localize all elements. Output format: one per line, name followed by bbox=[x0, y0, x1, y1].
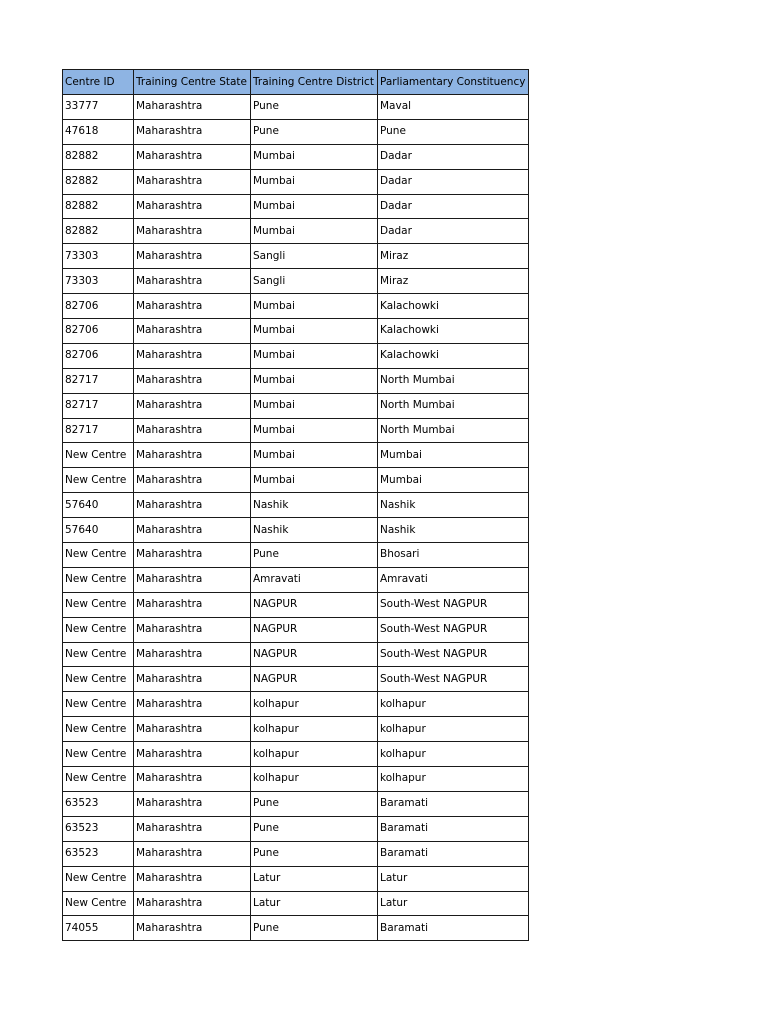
cell-constituency: Latur bbox=[378, 891, 529, 916]
cell-constituency: Latur bbox=[378, 866, 529, 891]
cell-state: Maharashtra bbox=[134, 916, 251, 941]
cell-centre-id: 82882 bbox=[63, 194, 134, 219]
cell-centre-id: 82882 bbox=[63, 169, 134, 194]
cell-state: Maharashtra bbox=[134, 667, 251, 692]
cell-district: Mumbai bbox=[251, 343, 378, 368]
cell-centre-id: New Centre bbox=[63, 567, 134, 592]
cell-centre-id: New Centre bbox=[63, 642, 134, 667]
cell-centre-id: 82882 bbox=[63, 219, 134, 244]
table-row bbox=[63, 717, 529, 742]
cell-district: Sangli bbox=[251, 269, 378, 294]
cell-centre-id: New Centre bbox=[63, 742, 134, 767]
header-row bbox=[63, 70, 529, 95]
training-centre-table bbox=[62, 69, 529, 941]
cell-constituency: kolhapur bbox=[378, 767, 529, 792]
cell-state: Maharashtra bbox=[134, 269, 251, 294]
cell-centre-id: New Centre bbox=[63, 543, 134, 568]
table-row bbox=[63, 443, 529, 468]
table-row bbox=[63, 169, 529, 194]
table-row bbox=[63, 642, 529, 667]
table-row bbox=[63, 418, 529, 443]
cell-centre-id: New Centre bbox=[63, 443, 134, 468]
table-row bbox=[63, 95, 529, 120]
cell-state: Maharashtra bbox=[134, 493, 251, 518]
cell-district: Mumbai bbox=[251, 194, 378, 219]
table-row bbox=[63, 816, 529, 841]
table-row bbox=[63, 667, 529, 692]
cell-district: Pune bbox=[251, 841, 378, 866]
cell-constituency: North Mumbai bbox=[378, 393, 529, 418]
table-row bbox=[63, 617, 529, 642]
cell-constituency: North Mumbai bbox=[378, 368, 529, 393]
cell-constituency: Nashik bbox=[378, 518, 529, 543]
cell-state: Maharashtra bbox=[134, 393, 251, 418]
cell-constituency: Baramati bbox=[378, 816, 529, 841]
cell-district: Mumbai bbox=[251, 144, 378, 169]
cell-district: Mumbai bbox=[251, 319, 378, 344]
table-row bbox=[63, 393, 529, 418]
cell-centre-id: 63523 bbox=[63, 841, 134, 866]
cell-centre-id: New Centre bbox=[63, 717, 134, 742]
table-header bbox=[63, 70, 529, 95]
cell-constituency: Amravati bbox=[378, 567, 529, 592]
cell-state: Maharashtra bbox=[134, 543, 251, 568]
cell-district: kolhapur bbox=[251, 767, 378, 792]
cell-district: kolhapur bbox=[251, 692, 378, 717]
table-row bbox=[63, 294, 529, 319]
cell-district: NAGPUR bbox=[251, 667, 378, 692]
cell-constituency: Pune bbox=[378, 119, 529, 144]
cell-state: Maharashtra bbox=[134, 244, 251, 269]
table-row bbox=[63, 368, 529, 393]
cell-constituency: Dadar bbox=[378, 219, 529, 244]
cell-constituency: Kalachowki bbox=[378, 319, 529, 344]
cell-centre-id: 73303 bbox=[63, 244, 134, 269]
table-row bbox=[63, 269, 529, 294]
cell-state: Maharashtra bbox=[134, 866, 251, 891]
cell-centre-id: 74055 bbox=[63, 916, 134, 941]
table-row bbox=[63, 144, 529, 169]
cell-district: Pune bbox=[251, 916, 378, 941]
cell-centre-id: 82706 bbox=[63, 319, 134, 344]
table-row bbox=[63, 767, 529, 792]
cell-state: Maharashtra bbox=[134, 816, 251, 841]
cell-centre-id: 63523 bbox=[63, 816, 134, 841]
cell-centre-id: 57640 bbox=[63, 493, 134, 518]
cell-constituency: kolhapur bbox=[378, 717, 529, 742]
cell-district: Pune bbox=[251, 119, 378, 144]
header-training-centre-district: Training Centre District bbox=[251, 70, 378, 95]
cell-state: Maharashtra bbox=[134, 642, 251, 667]
cell-constituency: South-West NAGPUR bbox=[378, 642, 529, 667]
cell-state: Maharashtra bbox=[134, 692, 251, 717]
table-row bbox=[63, 592, 529, 617]
cell-state: Maharashtra bbox=[134, 194, 251, 219]
table-row bbox=[63, 543, 529, 568]
cell-district: Nashik bbox=[251, 518, 378, 543]
table-row bbox=[63, 493, 529, 518]
table-row bbox=[63, 567, 529, 592]
table-row bbox=[63, 518, 529, 543]
cell-constituency: Kalachowki bbox=[378, 343, 529, 368]
cell-centre-id: 73303 bbox=[63, 269, 134, 294]
cell-state: Maharashtra bbox=[134, 294, 251, 319]
cell-state: Maharashtra bbox=[134, 95, 251, 120]
header-centre-id: Centre ID bbox=[63, 70, 134, 95]
cell-centre-id: 82717 bbox=[63, 368, 134, 393]
header-training-centre-state: Training Centre State bbox=[134, 70, 251, 95]
cell-constituency: Mumbai bbox=[378, 443, 529, 468]
cell-constituency: Maval bbox=[378, 95, 529, 120]
cell-district: Amravati bbox=[251, 567, 378, 592]
cell-state: Maharashtra bbox=[134, 169, 251, 194]
cell-state: Maharashtra bbox=[134, 767, 251, 792]
cell-state: Maharashtra bbox=[134, 443, 251, 468]
cell-constituency: Miraz bbox=[378, 269, 529, 294]
cell-centre-id: 82717 bbox=[63, 393, 134, 418]
cell-constituency: kolhapur bbox=[378, 692, 529, 717]
cell-constituency: Bhosari bbox=[378, 543, 529, 568]
table-row bbox=[63, 219, 529, 244]
cell-district: Pune bbox=[251, 791, 378, 816]
cell-state: Maharashtra bbox=[134, 567, 251, 592]
cell-state: Maharashtra bbox=[134, 144, 251, 169]
cell-centre-id: 82706 bbox=[63, 343, 134, 368]
cell-state: Maharashtra bbox=[134, 219, 251, 244]
table-row bbox=[63, 866, 529, 891]
cell-state: Maharashtra bbox=[134, 742, 251, 767]
cell-state: Maharashtra bbox=[134, 343, 251, 368]
cell-district: Sangli bbox=[251, 244, 378, 269]
cell-centre-id: 57640 bbox=[63, 518, 134, 543]
table-row bbox=[63, 244, 529, 269]
table-row bbox=[63, 891, 529, 916]
cell-constituency: North Mumbai bbox=[378, 418, 529, 443]
cell-district: Mumbai bbox=[251, 393, 378, 418]
cell-centre-id: 82717 bbox=[63, 418, 134, 443]
cell-state: Maharashtra bbox=[134, 368, 251, 393]
cell-state: Maharashtra bbox=[134, 418, 251, 443]
cell-state: Maharashtra bbox=[134, 841, 251, 866]
cell-state: Maharashtra bbox=[134, 319, 251, 344]
cell-centre-id: New Centre bbox=[63, 692, 134, 717]
cell-centre-id: 82706 bbox=[63, 294, 134, 319]
cell-district: Mumbai bbox=[251, 443, 378, 468]
cell-district: Nashik bbox=[251, 493, 378, 518]
cell-centre-id: 33777 bbox=[63, 95, 134, 120]
cell-centre-id: New Centre bbox=[63, 667, 134, 692]
cell-district: Mumbai bbox=[251, 169, 378, 194]
cell-state: Maharashtra bbox=[134, 468, 251, 493]
cell-constituency: Nashik bbox=[378, 493, 529, 518]
cell-centre-id: 63523 bbox=[63, 791, 134, 816]
cell-district: Pune bbox=[251, 543, 378, 568]
table-row bbox=[63, 343, 529, 368]
header-parliamentary-constituency: Parliamentary Constituency bbox=[378, 70, 529, 95]
cell-constituency: Kalachowki bbox=[378, 294, 529, 319]
table-row bbox=[63, 194, 529, 219]
cell-centre-id: New Centre bbox=[63, 592, 134, 617]
cell-state: Maharashtra bbox=[134, 617, 251, 642]
table-row bbox=[63, 319, 529, 344]
cell-constituency: Dadar bbox=[378, 194, 529, 219]
table-row bbox=[63, 119, 529, 144]
cell-state: Maharashtra bbox=[134, 518, 251, 543]
cell-centre-id: New Centre bbox=[63, 767, 134, 792]
cell-constituency: Dadar bbox=[378, 144, 529, 169]
cell-district: NAGPUR bbox=[251, 642, 378, 667]
cell-district: Mumbai bbox=[251, 418, 378, 443]
table-row bbox=[63, 742, 529, 767]
cell-district: Mumbai bbox=[251, 294, 378, 319]
cell-constituency: South-West NAGPUR bbox=[378, 592, 529, 617]
table-row bbox=[63, 916, 529, 941]
cell-district: kolhapur bbox=[251, 742, 378, 767]
cell-constituency: Baramati bbox=[378, 916, 529, 941]
table-row bbox=[63, 468, 529, 493]
cell-centre-id: 47618 bbox=[63, 119, 134, 144]
cell-district: kolhapur bbox=[251, 717, 378, 742]
cell-centre-id: New Centre bbox=[63, 468, 134, 493]
cell-state: Maharashtra bbox=[134, 717, 251, 742]
cell-constituency: kolhapur bbox=[378, 742, 529, 767]
cell-constituency: Miraz bbox=[378, 244, 529, 269]
cell-state: Maharashtra bbox=[134, 891, 251, 916]
table-body bbox=[63, 95, 529, 941]
cell-state: Maharashtra bbox=[134, 791, 251, 816]
table-row bbox=[63, 841, 529, 866]
cell-centre-id: New Centre bbox=[63, 891, 134, 916]
cell-constituency: Baramati bbox=[378, 841, 529, 866]
cell-district: Latur bbox=[251, 866, 378, 891]
cell-centre-id: New Centre bbox=[63, 617, 134, 642]
cell-district: Mumbai bbox=[251, 468, 378, 493]
cell-constituency: Baramati bbox=[378, 791, 529, 816]
cell-district: Pune bbox=[251, 95, 378, 120]
table-row bbox=[63, 791, 529, 816]
cell-constituency: Mumbai bbox=[378, 468, 529, 493]
cell-centre-id: New Centre bbox=[63, 866, 134, 891]
cell-constituency: Dadar bbox=[378, 169, 529, 194]
cell-district: NAGPUR bbox=[251, 592, 378, 617]
cell-constituency: South-West NAGPUR bbox=[378, 667, 529, 692]
cell-state: Maharashtra bbox=[134, 119, 251, 144]
table-row bbox=[63, 692, 529, 717]
cell-district: Pune bbox=[251, 816, 378, 841]
cell-district: NAGPUR bbox=[251, 617, 378, 642]
cell-district: Mumbai bbox=[251, 219, 378, 244]
cell-constituency: South-West NAGPUR bbox=[378, 617, 529, 642]
cell-centre-id: 82882 bbox=[63, 144, 134, 169]
cell-district: Latur bbox=[251, 891, 378, 916]
cell-district: Mumbai bbox=[251, 368, 378, 393]
cell-state: Maharashtra bbox=[134, 592, 251, 617]
